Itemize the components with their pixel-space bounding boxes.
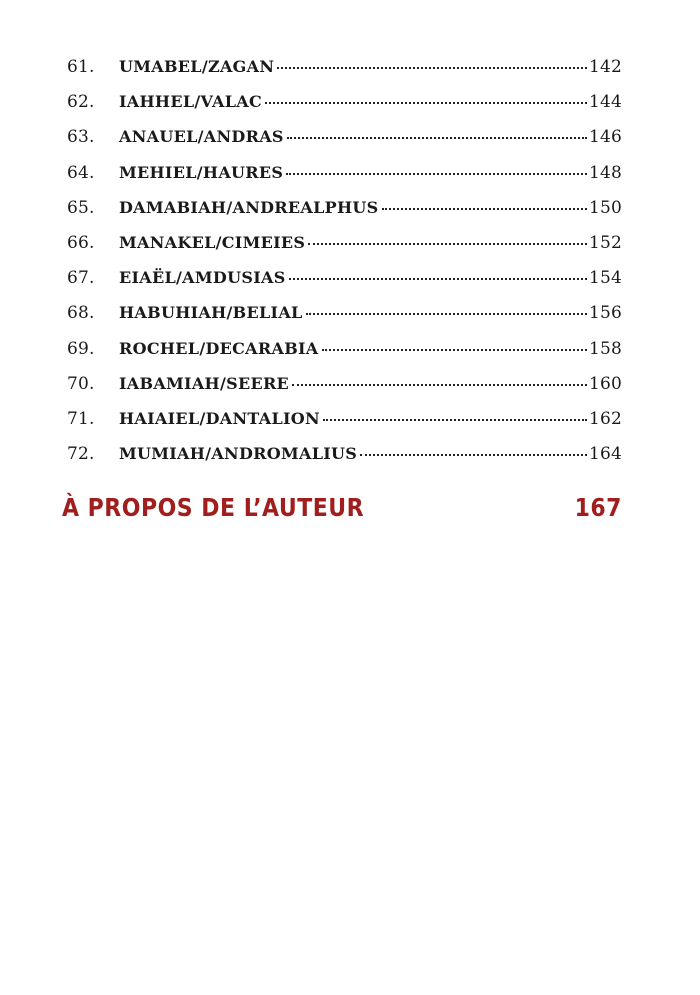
toc-entry[interactable] — [67, 339, 622, 374]
toc-entry-page: 164 — [588, 444, 622, 465]
toc-entry-title: EIAËL/AMDUSIAS — [119, 268, 286, 288]
toc-entry-number: 67. — [67, 268, 95, 289]
dot-leader — [308, 243, 587, 245]
dot-leader — [382, 208, 587, 210]
toc-entry[interactable] — [67, 374, 622, 409]
toc-entry-number: 69. — [67, 338, 95, 359]
toc-entry[interactable] — [67, 127, 622, 162]
toc-entry[interactable] — [67, 233, 622, 268]
toc-entry-page: 158 — [588, 338, 622, 359]
toc-entry[interactable] — [67, 163, 622, 198]
toc-entry-title: IAHHEL/VALAC — [119, 92, 263, 112]
toc-entry-title: ROCHEL/DECARABIA — [119, 338, 319, 358]
dot-leader — [287, 137, 587, 139]
dot-leader — [360, 454, 587, 456]
about-author-heading[interactable] — [62, 494, 622, 523]
toc-entry-number: 71. — [67, 408, 95, 429]
toc-entry-title: MEHIEL/HAURES — [119, 162, 284, 182]
toc-entry-page: 142 — [588, 57, 622, 77]
toc-entry[interactable] — [67, 409, 622, 444]
toc-entry-title: IABAMIAH/SEERE — [119, 373, 290, 393]
toc-entry[interactable] — [67, 444, 622, 479]
toc-entry-number: 64. — [67, 162, 95, 183]
toc-entry-page: 162 — [588, 408, 622, 429]
toc-entry-title: DAMABIAH/ANDREALPHUS — [119, 197, 379, 217]
toc-entry-number: 61. — [67, 57, 95, 77]
toc-entry-page: 148 — [588, 162, 622, 183]
toc-entry-page: 150 — [588, 197, 622, 218]
toc-entry[interactable] — [67, 303, 622, 338]
toc-entry-page: 146 — [588, 127, 622, 148]
toc-entry-title: UMABEL/ZAGAN — [119, 57, 275, 76]
dot-leader — [289, 278, 587, 280]
toc-entry-title: MANAKEL/CIMEIES — [119, 232, 306, 252]
toc-entry-title: ANAUEL/ANDRAS — [119, 127, 284, 147]
toc-entry[interactable] — [67, 92, 622, 127]
toc-entry-title: MUMIAH/ANDROMALIUS — [119, 444, 358, 464]
toc-entry-page: 144 — [588, 92, 622, 113]
toc-entry-number: 72. — [67, 444, 95, 465]
toc-entry[interactable] — [67, 57, 622, 92]
toc-entry-number: 66. — [67, 232, 95, 253]
dot-leader — [277, 67, 587, 69]
toc-entry-title: HAIAIEL/DANTALION — [119, 408, 320, 428]
dot-leader — [306, 313, 587, 315]
toc-entry-page: 160 — [588, 373, 622, 394]
toc-entry-page: 152 — [588, 232, 622, 253]
toc-entry-number: 62. — [67, 92, 95, 113]
toc-entry[interactable] — [67, 198, 622, 233]
dot-leader — [286, 173, 587, 175]
dot-leader — [292, 384, 587, 386]
toc-entry-title: HABUHIAH/BELIAL — [119, 303, 303, 323]
toc-entry-number: 63. — [67, 127, 95, 148]
about-author-page: 167 — [574, 494, 622, 523]
toc-entry-page: 154 — [588, 268, 622, 289]
toc-entry-number: 65. — [67, 197, 95, 218]
toc-entry[interactable] — [67, 268, 622, 303]
dot-leader — [265, 102, 587, 104]
toc-entry-number: 68. — [67, 303, 95, 324]
dot-leader — [322, 349, 587, 351]
toc-entry-number: 70. — [67, 373, 95, 394]
dot-leader — [323, 419, 587, 421]
toc-entry-page: 156 — [588, 303, 622, 324]
table-of-contents — [67, 57, 622, 479]
about-author-title: À PROPOS DE L’AUTEUR — [62, 494, 365, 523]
